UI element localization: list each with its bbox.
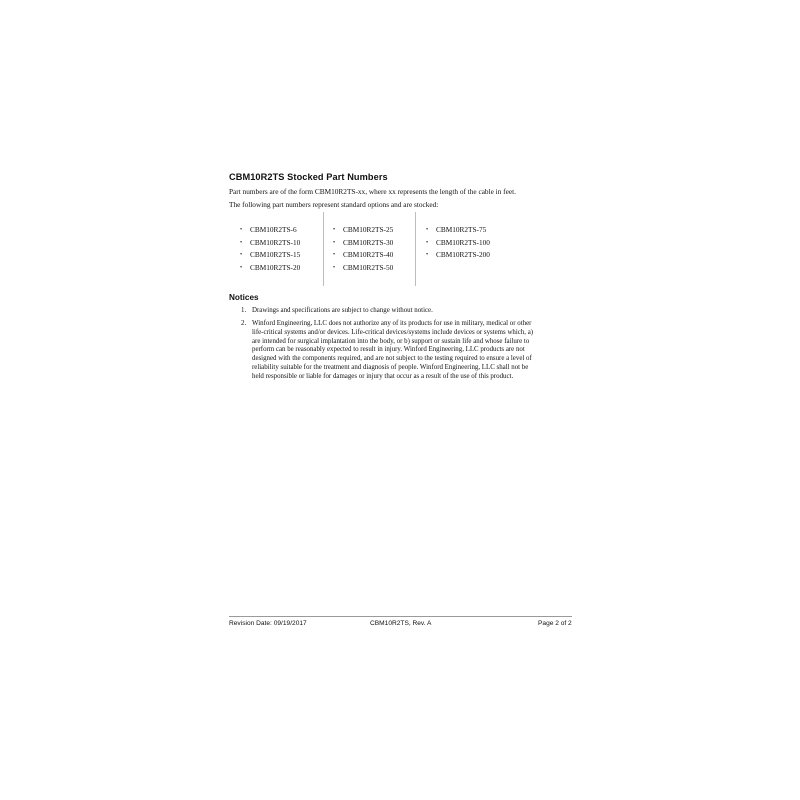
- part-number-column-2: [333, 224, 393, 275]
- part-number-column-3: [426, 224, 490, 262]
- column-divider: [415, 212, 416, 286]
- part-number-item: • CBM10R2TS-6: [240, 224, 300, 237]
- part-number-item: • CBM10R2TS-100: [426, 237, 490, 250]
- footer-document-revision: CBM10R2TS, Rev. A: [370, 620, 432, 627]
- part-number-item: • CBM10R2TS-10: [240, 237, 300, 250]
- part-number-item: • CBM10R2TS-15: [240, 249, 300, 262]
- notice-text: Winford Engineering, LLC does not authorize any of its products for use in military, medical or other life-critical systems and/or devices. Life-critical devices/systems include devices or systems which, a) are intended for surgical implantation into the body, or b) support or sustain life and whose failure to perform can be reasonably expected to result in injury. Winford Engineering, LLC products are not designed with the components required, and are not subject to the testing required to ensure a level of reliability suitable for the treatment and diagnosis of people. Winford Engineering, LLC shall not be held responsible or liable for damages or injury that occur as a result of the use of this product.: [252, 320, 534, 380]
- part-number-item: • CBM10R2TS-50: [333, 262, 393, 275]
- footer-revision-date: Revision Date: 09/19/2017: [229, 620, 307, 627]
- part-number-item: • CBM10R2TS-200: [426, 249, 490, 262]
- intro-paragraph-1: Part numbers are of the form CBM10R2TS-xx, where xx represents the length of the cable in feet.: [229, 187, 516, 196]
- column-divider: [323, 212, 324, 286]
- part-number-item: • CBM10R2TS-20: [240, 262, 300, 275]
- part-number-item: • CBM10R2TS-25: [333, 224, 393, 237]
- notice-number: 2.: [241, 320, 247, 327]
- footer-page-number: Page 2 of 2: [538, 620, 572, 627]
- page-title: CBM10R2TS Stocked Part Numbers: [229, 172, 388, 182]
- intro-paragraph-2: The following part numbers represent standard options and are stocked:: [229, 200, 439, 209]
- part-number-item: • CBM10R2TS-30: [333, 237, 393, 250]
- notice-number: 1.: [241, 307, 247, 314]
- notices-heading: Notices: [229, 293, 259, 302]
- part-number-column-1: [240, 224, 300, 275]
- footer-divider: [229, 616, 572, 617]
- notice-text: Drawings and specifications are subject to change without notice.: [252, 307, 433, 314]
- part-number-item: • CBM10R2TS-75: [426, 224, 490, 237]
- part-number-item: • CBM10R2TS-40: [333, 249, 393, 262]
